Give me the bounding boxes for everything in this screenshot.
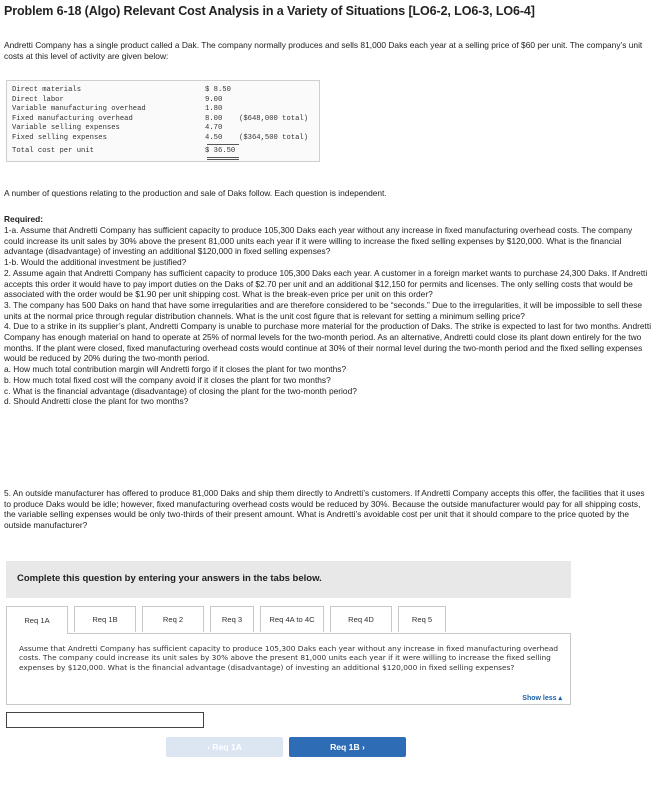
tab-content: [6, 633, 571, 705]
cost-amount: $ 8.50: [205, 86, 231, 94]
cost-amount: 4.70: [205, 124, 223, 132]
requirement-tabs: [6, 606, 571, 633]
tab-req-1b[interactable]: Req 1B: [74, 606, 136, 632]
next-req-1b-button[interactable]: Req 1B ›: [289, 737, 406, 757]
question-5-text: 5. An outside manufacturer has offered to produce 81,000 Daks and ship them directly to Andretti’s customers. If Andretti Company accepts this offer, the facilities that it uses to produce Daks would be idle; however, fixed manufacturing overhead costs would be reduced by 30%. Because the outside manufacturer would pay for all shipping costs, the variable selling expenses would be only two-thirds of their present amount. What is Andretti’s avoidable cost per unit that it should compare to the price quoted by the outside manufacturer?: [4, 488, 645, 531]
cost-label: Total cost per unit: [12, 147, 94, 155]
cost-label: Fixed manufacturing overhead: [12, 114, 133, 123]
intro-text: Andretti Company has a single product called a Dak. The company normally produces and sells 81,000 Daks each year at a selling price of $60 per unit. The company’s unit costs at this level of activity are given below:: [4, 40, 643, 61]
cost-amount: $ 36.50: [205, 147, 236, 155]
tab-req-2[interactable]: Req 2: [142, 606, 204, 632]
cost-label: Direct labor: [12, 95, 64, 104]
tab-req-4a-4c[interactable]: Req 4A to 4C: [260, 606, 324, 632]
tab-req-3[interactable]: Req 3: [210, 606, 254, 632]
tab-question-text: Assume that Andretti Company has sufficient capacity to produce 105,300 Daks each year without any increase in fixed manufacturing overhead costs. The company could increase its unit sales by 30% above the present 81,000 units each year if it were willing to increase the fixed selling expenses by $120,000. What is the financial advantage (disadvantage) of investing an additional $120,000 in fixed selling expenses?: [19, 644, 559, 672]
unit-cost-table: [6, 80, 320, 162]
instruction-text: Complete this question by entering your answers in the tabs below.: [17, 573, 322, 584]
tab-req-4d[interactable]: Req 4D: [330, 606, 392, 632]
tab-req-1a[interactable]: Req 1A: [6, 606, 68, 634]
cost-label: Fixed selling expenses: [12, 133, 107, 142]
cost-label: Direct materials: [12, 86, 82, 94]
cost-label: Variable selling expenses: [12, 124, 120, 132]
cost-amount: 9.00: [205, 95, 223, 104]
prev-req-1a-button[interactable]: ‹ Req 1A: [166, 737, 283, 757]
required-heading: [4, 214, 652, 225]
problem-title: Problem 6-18 (Algo) Relevant Cost Analysis in a Variety of Situations [LO6-2, LO6-3, LO6-4]: [4, 4, 535, 18]
cost-amount: 8.00: [205, 114, 223, 123]
show-less-link[interactable]: Show less ▴: [522, 695, 562, 702]
tab-req-5[interactable]: Req 5: [398, 606, 446, 632]
cost-label: Variable manufacturing overhead: [12, 105, 146, 113]
cost-amount: 4.50: [205, 133, 223, 142]
subtotal-rule: [207, 144, 239, 145]
questions-intro: A number of questions relating to the production and sale of Daks follow. Each question is independent.: [4, 188, 387, 198]
required-text: 1-a. Assume that Andretti Company has sufficient capacity to produce 105,300 Daks each year without any increase in fixed manufacturing overhead costs. The company could increase its unit sales by 30% above the present 81,000 units each year if it were willing to increase the fixed selling expenses by $120,000. What is the financial advantage (disadvantage) of investing an additional $120,000 in fixed selling expenses? 1-b. Would the additional investment be justified? 2. Assume again that Andretti Company has sufficient capacity to produce 105,300 Daks each year. A customer in a foreign market wants to purchase 24,300 Daks. If Andretti accepts this order it would have to pay import duties on the Daks of $2.70 per unit and an additional $12,150 for permits and licenses. The only selling costs that would be associated with the order would be $1.90 per unit shipping cost. What is the break-even price per unit on this order? 3. The company has 500 Daks on hand that have some irregularities and are therefore considered to be “seconds.” Due to the irregularities, it will be impossible to sell these units at the normal price through regular distribution channels. What is the unit cost figure that is relevant for setting a minimum selling price? 4. Due to a strike in its supplier’s plant, Andretti Company is unable to purchase more material for the production of Daks. The strike is expected to last for two months. Andretti Company has enough material on hand to operate at 25% of normal levels for the two-month period. As an alternative, Andretti could close its plant down entirely for the two months. If the plant were closed, fixed manufacturing overhead costs would continue at 30% of their normal level during the two-month period and the fixed selling expenses would be reduced by 20% during the two-month period. a. How much total contribution margin will Andretti forgo if it closes the plant for two months? b. How much total fixed cost will the company avoid if it closes the plant for two months? c. What is the financial advantage (disadvantage) of closing the plant for the two-month period? d. Should Andretti close the plant for two months?: [4, 225, 652, 407]
total-double-rule: [207, 157, 239, 160]
cost-total-note: ($364,500 total): [239, 133, 309, 142]
required-label: Required:: [4, 214, 44, 224]
answer-input[interactable]: [6, 712, 204, 728]
cost-amount: 1.80: [205, 105, 223, 113]
cost-total-note: ($648,000 total): [239, 114, 309, 123]
instruction-panel: [6, 561, 571, 598]
